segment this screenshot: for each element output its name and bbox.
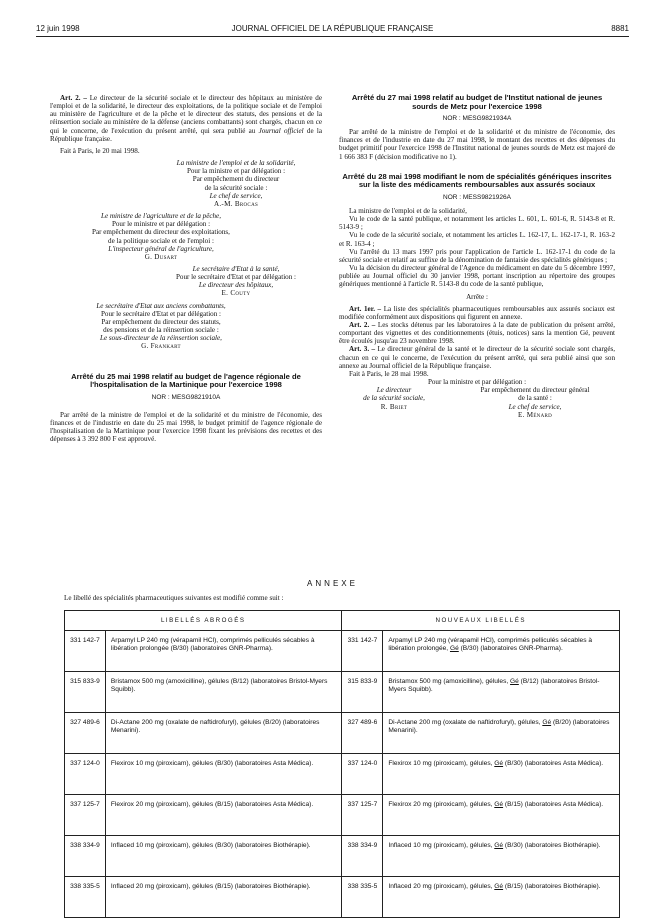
arrete-generiques-nor: NOR : MESS9821926A [443,193,511,201]
table-row [65,631,620,672]
signature-date-right: Fait à Paris, le 28 mai 1998. [349,369,429,378]
new-code-cell: 338 334-9 [342,836,383,877]
annexe-intro: Le libellé des spécialités pharmaceutiques suivantes est modifié comme suit : [64,594,284,602]
minister-line: La ministre de l'emploi et de la solidarité, [349,206,467,215]
annexe-title: ANNEXE [307,579,358,588]
signature-block-3: Le secrétaire d'Etat à la santé, Pour le secrétaire d'Etat et par délégation : Le directeur des hôpitaux, E. Couty [175,264,297,298]
new-code-cell: 331 142-7 [342,631,383,672]
old-code-cell: 315 833-9 [65,672,106,713]
arrete-martinique-nor: NOR : MESG9821910A [151,393,221,401]
new-label-cell: Inflaced 10 mg (piroxicam), gélules, Gé (B/30) (laboratoires Biothérapie). [383,836,620,877]
table-row [65,836,620,877]
article-2-paragraph: Art. 2. – Le directeur de la sécurité sociale et le directeur des hôpitaux au ministère de l'emploi et de la solidarité, le directeur des exploitations, de la politique sociale et de l'emploi au ministère de l'agriculture et de la pêche et le directeur des statuts, des pensions et de la réinsertion sociale au ministère de la défense (anciens combattants) sont chargés, chacun en ce qui le concerne, de l'exécution du présent arrêté, qui sera publié au Journal officiel de la République française. [50,94,322,143]
vu-3: Vu l'arrêté du 13 mars 1997 pris pour l'application de l'article L. 162-17-1 du code de la sécurité sociale et relatif au suffixe de la dénomination de fantaisie des spécialités génériques ; [339,247,615,264]
arrete-metz-nor: NOR : MESG9821934A [442,115,512,122]
old-code-cell: 337 124-0 [65,754,106,795]
table-row [65,672,620,713]
signature-chef-service: Par empêchement du directeur général de la santé : Le chef de service, E. Ménard [480,386,590,419]
header-page-number: 8881 [611,24,629,33]
left-column [50,94,322,443]
signature-date: Fait à Paris, le 20 mai 1998. [60,146,140,155]
column-header-old: LIBELLÉS ABROGÉS [65,611,342,631]
new-code-cell: 315 833-9 [342,672,383,713]
new-label-cell: Arpamyl LP 240 mg (vérapamil HCl), comprimés pelliculés sécables à libération prolongée, Gé (B/30) (laboratoires GNR-Pharma). [383,631,620,672]
signature-block-2: Le ministre de l'agriculture et de la pêche, Pour le ministre et par délégation : Par empêchement du directeur des exploitations, de la politique sociale et de l'emploi : L'inspecteur général de l'agriculture, G. Dusart [92,212,230,261]
signature-block-1: La ministre de l'emploi et de la solidarité, Pour la ministre et par délégation : Par empêchement du directeur de la sécurité sociale : Le chef de service, A.-M. Brocas [176,159,296,208]
vu-2: Vu le code de la sécurité sociale, et notamment les articles L. 162-17, L. 162-17-1, R. 163-2 et R. 163-4 ; [339,231,615,248]
article-2-generiques-paragraph: Art. 2. – Les stocks détenus par les laboratoires à la date de publication du présent arrêté, comportant des vignettes et des conditionnements (étuis, notices) sans la mention Gé, peuvent être écoulés jusqu'au 23 novembre 1998. [339,320,615,346]
new-code-cell: 338 335-5 [342,877,383,918]
header-journal-title: JOURNAL OFFICIEL DE LA RÉPUBLIQUE FRANÇAISE [231,24,434,33]
old-code-cell: 331 142-7 [65,631,106,672]
arrete-metz-text: Par arrêté de la ministre de l'emploi et de la solidarité et du ministre de l'économie, des finances et de l'industrie en date du 27 mai 1998, le montant des recettes et des dépenses du budget primitif pour l'exercice 1998 de l'Institut national de jeunes sourds de Metz est majoré de 1 666 383 F (décision modificative no 1). [339,128,615,161]
new-code-cell: 337 124-0 [342,754,383,795]
arrete-heading: Arrête : [466,292,488,301]
old-label-cell: Arpamyl LP 240 mg (vérapamil HCl), comprimés pelliculés sécables à libération prolongée (B/30) (laboratoires GNR-Pharma). [105,631,342,672]
table-row [65,795,620,836]
header-date: 12 juin 1998 [36,24,80,33]
signature-directeur: Le directeur de la sécurité sociale, R. Briet [363,386,425,411]
new-code-cell: 337 125-7 [342,795,383,836]
old-label-cell: Flexirox 10 mg (piroxicam), gélules (B/30) (laboratoires Asta Médica). [105,754,342,795]
new-label-cell: Inflaced 20 mg (piroxicam), gélules, Gé (B/15) (laboratoires Biothérapie). [383,877,620,918]
arrete-martinique-title: Arrêté du 25 mai 1998 relatif au budget de l'agence régionale de l'hospitalisation de la Martinique pour l'exercice 1998 [71,371,301,390]
old-code-cell: 327 489-6 [65,713,106,754]
table-header-row [65,611,620,631]
generic-mention: Gé [494,801,504,808]
generic-mention: Gé [542,719,552,726]
generic-mention: Gé [494,883,504,890]
annexe-table [64,610,620,918]
table-row [65,713,620,754]
article-1-paragraph: Art. 1er. – La liste des spécialités pharmaceutiques remboursables aux assurés sociaux est modifiée conformément aux dispositions qui figurent en annexe. [339,304,616,321]
old-code-cell: 338 335-5 [65,877,106,918]
generic-mention: Gé [510,678,519,685]
generic-mention: Gé [449,645,459,652]
new-label-cell: Flexirox 10 mg (piroxicam), gélules, Gé (B/30) (laboratoires Asta Médica). [383,754,620,795]
new-label-cell: Bristamox 500 mg (amoxicilline), gélules, Gé (B/12) (laboratoires Bristol-Myers Squibb). [383,672,620,713]
old-code-cell: 338 334-9 [65,836,106,877]
delegation-line: Pour la ministre et par délégation : [427,378,527,387]
signature-row [339,386,615,419]
new-label-cell: Di-Actane 200 mg (oxalate de naftidrofuryl), gélules, Gé (B/20) (laboratoires Menarini). [383,713,620,754]
old-label-cell: Flexirox 20 mg (piroxicam), gélules (B/15) (laboratoires Asta Médica). [105,795,342,836]
new-code-cell: 327 489-6 [342,713,383,754]
header-rule [36,36,629,37]
table-row [65,754,620,795]
old-code-cell: 337 125-7 [65,795,106,836]
generic-mention: Gé [494,842,504,849]
vu-4: Vu la décision du directeur général de l'Agence du médicament en date du 5 décembre 1997, publiée au Journal officiel du 30 janvier 1998, portant inscription au répertoire des groupes génériques mentionné à l'article R. 5143-8 du code de la santé publique, [339,264,615,289]
table-row [65,877,620,918]
page-header [36,24,629,36]
article-3-paragraph: Art. 3. – Le directeur général de la santé et le directeur de la sécurité sociale sont chargés, chacun en ce qui le concerne, de l'exécution du présent arrêté, qui sera publié ainsi que son annexe au Journal officiel de la République française. [339,345,615,370]
arrete-martinique-text: Par arrêté de la ministre de l'emploi et de la solidarité et du ministre de l'économie, des finances et de l'industrie en date du 25 mai 1998, le budget primitif de l'agence régionale de l'hospitalisation de la Martinique pour l'exercice 1998 fixant les prévisions des recettes et des dépenses à 3 392 800 F est approuvé. [50,410,322,444]
old-label-cell: Di-Actane 200 mg (oxalate de naftidrofuryl), gélules (B/20) (laboratoires Menarini). [105,713,342,754]
old-label-cell: Bristamox 500 mg (amoxicilline), gélules (B/12) (laboratoires Bristol-Myers Squibb). [105,672,342,713]
generic-mention: Gé [494,760,504,767]
column-header-new: NOUVEAUX LIBELLÉS [342,611,620,631]
arrete-generiques-title: Arrêté du 28 mai 1998 modifiant le nom de spécialités génériques inscrites sur la liste des médicaments remboursables aux assurés sociaux [342,171,612,190]
new-label-cell: Flexirox 20 mg (piroxicam), gélules, Gé (B/15) (laboratoires Asta Médica). [383,795,620,836]
old-label-cell: Inflaced 20 mg (piroxicam), gélules (B/15) (laboratoires Biothérapie). [105,877,342,918]
signature-block-4: Le secrétaire d'Etat aux anciens combattants, Pour le secrétaire d'Etat et par délégation : Par empêchement du directeur des statuts, des pensions et de la réinsertion sociale : Le sous-directeur de la réinsertion sociale, G. Frankart [96,301,226,351]
arrete-metz-title: Arrêté du 27 mai 1998 relatif au budget de l'Institut national de jeunes sourds de Metz pour l'exercice 1998 [351,93,603,111]
right-column [339,94,615,419]
old-label-cell: Inflaced 10 mg (piroxicam), gélules (B/30) (laboratoires Biothérapie). [105,836,342,877]
vu-1: Vu le code de la santé publique, et notamment les articles L. 601, L. 601-6, R. 5143-8 et R. 5143-9 ; [339,215,615,232]
